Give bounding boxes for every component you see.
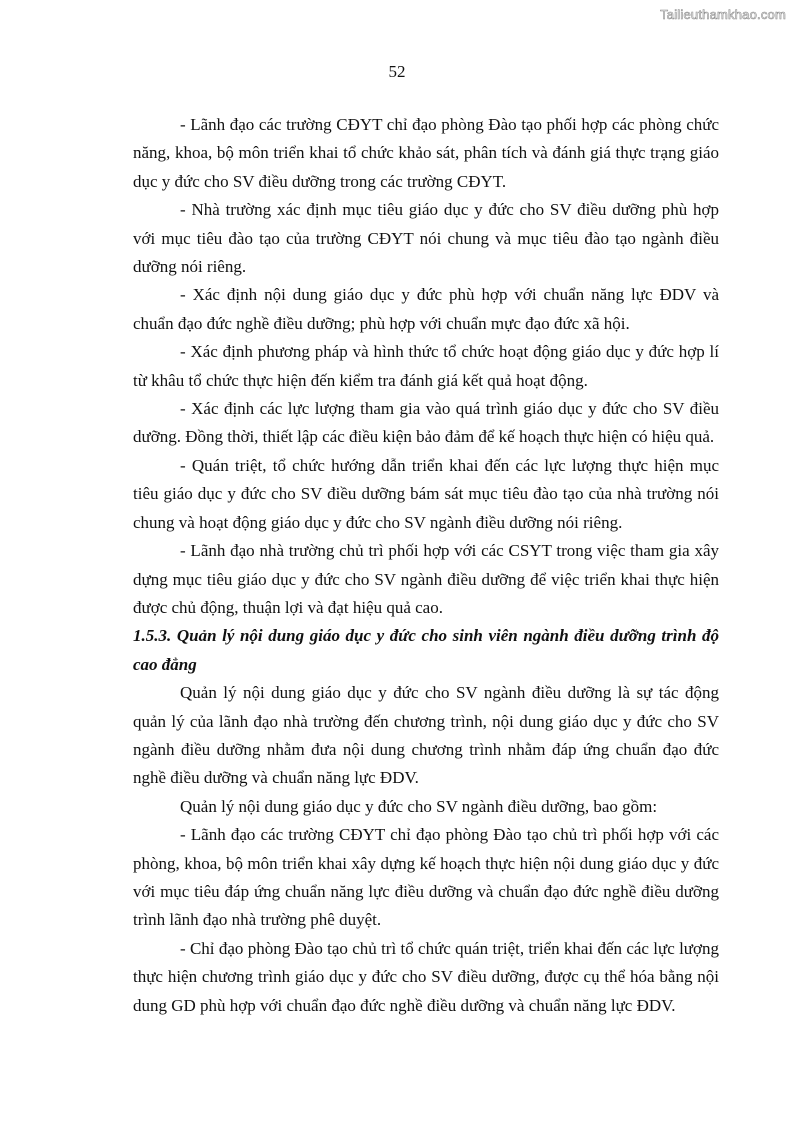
watermark: Tailieuthamkhao.com [660, 7, 786, 22]
paragraph: - Quán triệt, tổ chức hướng dẫn triển khai đến các lực lượng thực hiện mục tiêu giáo dục y đức cho SV điều dưỡng bám sát mục tiêu đào tạo của nhà trường nói chung và hoạt động giáo dục y đức cho SV ngành điều dưỡng nói riêng. [133, 455, 719, 532]
paragraph: - Chỉ đạo phòng Đào tạo chủ trì tổ chức quán triệt, triển khai đến các lực lượng thực hiện chương trình giáo dục y đức cho SV điều dưỡng, được cụ thể hóa bằng nội dung GD phù hợp với chuẩn đạo đức nghề điều dưỡng và chuẩn năng lực ĐDV. [133, 938, 719, 1015]
paragraph: Quản lý nội dung giáo dục y đức cho SV ngành điều dưỡng, bao gồm: [180, 796, 658, 816]
paragraph: - Lãnh đạo các trường CĐYT chỉ đạo phòng Đào tạo phối hợp các phòng chức năng, khoa, bộ môn triển khai tổ chức khảo sát, phân tích và đánh giá thực trạng giáo dục y đức cho SV điều dưỡng trong các trường CĐYT. [133, 115, 719, 191]
document-body [133, 111, 719, 1020]
paragraph: Quản lý nội dung giáo dục y đức cho SV ngành điều dưỡng là sự tác động quản lý của lãnh đạo nhà trường đến chương trình, nội dung giáo dục y đức cho SV ngành điều dưỡng nhằm đưa nội dung chương trình nhằm đáp ứng chuẩn đạo đức nghề điều dưỡng và chuẩn năng lực ĐDV. [133, 683, 719, 788]
paragraph: - Lãnh đạo các trường CĐYT chỉ đạo phòng Đào tạo chủ trì phối hợp với các phòng, khoa, bộ môn triển khai xây dựng kế hoạch thực hiện nội dung giáo dục y đức với mục tiêu đáp ứng chuẩn năng lực điều dưỡng và chuẩn đạo đức nghề điều dưỡng trình lãnh đạo nhà trường phê duyệt. [133, 825, 719, 930]
paragraph: - Xác định nội dung giáo dục y đức phù hợp với chuẩn năng lực ĐDV và chuẩn đạo đức nghề điều dưỡng; phù hợp với chuẩn mực đạo đức xã hội. [133, 285, 719, 333]
paragraph: - Nhà trường xác định mục tiêu giáo dục y đức cho SV điều dưỡng phù hợp với mục tiêu đào tạo của trường CĐYT nói chung và mục tiêu đào tạo ngành điều dưỡng nói riêng. [133, 200, 719, 277]
page-number: 52 [388, 62, 406, 81]
paragraph: - Xác định phương pháp và hình thức tổ chức hoạt động giáo dục y đức hợp lí từ khâu tổ chức thực hiện đến kiểm tra đánh giá kết quả hoạt động. [133, 342, 719, 390]
paragraph: - Lãnh đạo nhà trường chủ trì phối hợp với các CSYT trong việc tham gia xây dựng mục tiêu giáo dục y đức cho SV ngành điều dưỡng để việc triển khai thực hiện được chủ động, thuận lợi và đạt hiệu quả cao. [133, 541, 719, 617]
section-heading: 1.5.3. Quản lý nội dung giáo dục y đức cho sinh viên ngành điều dưỡng trình độ cao đẳng [133, 626, 719, 674]
paragraph: - Xác định các lực lượng tham gia vào quá trình giáo dục y đức cho SV điều dưỡng. Đồng thời, thiết lập các điều kiện bảo đảm để kế hoạch thực hiện có hiệu quả. [133, 399, 719, 447]
